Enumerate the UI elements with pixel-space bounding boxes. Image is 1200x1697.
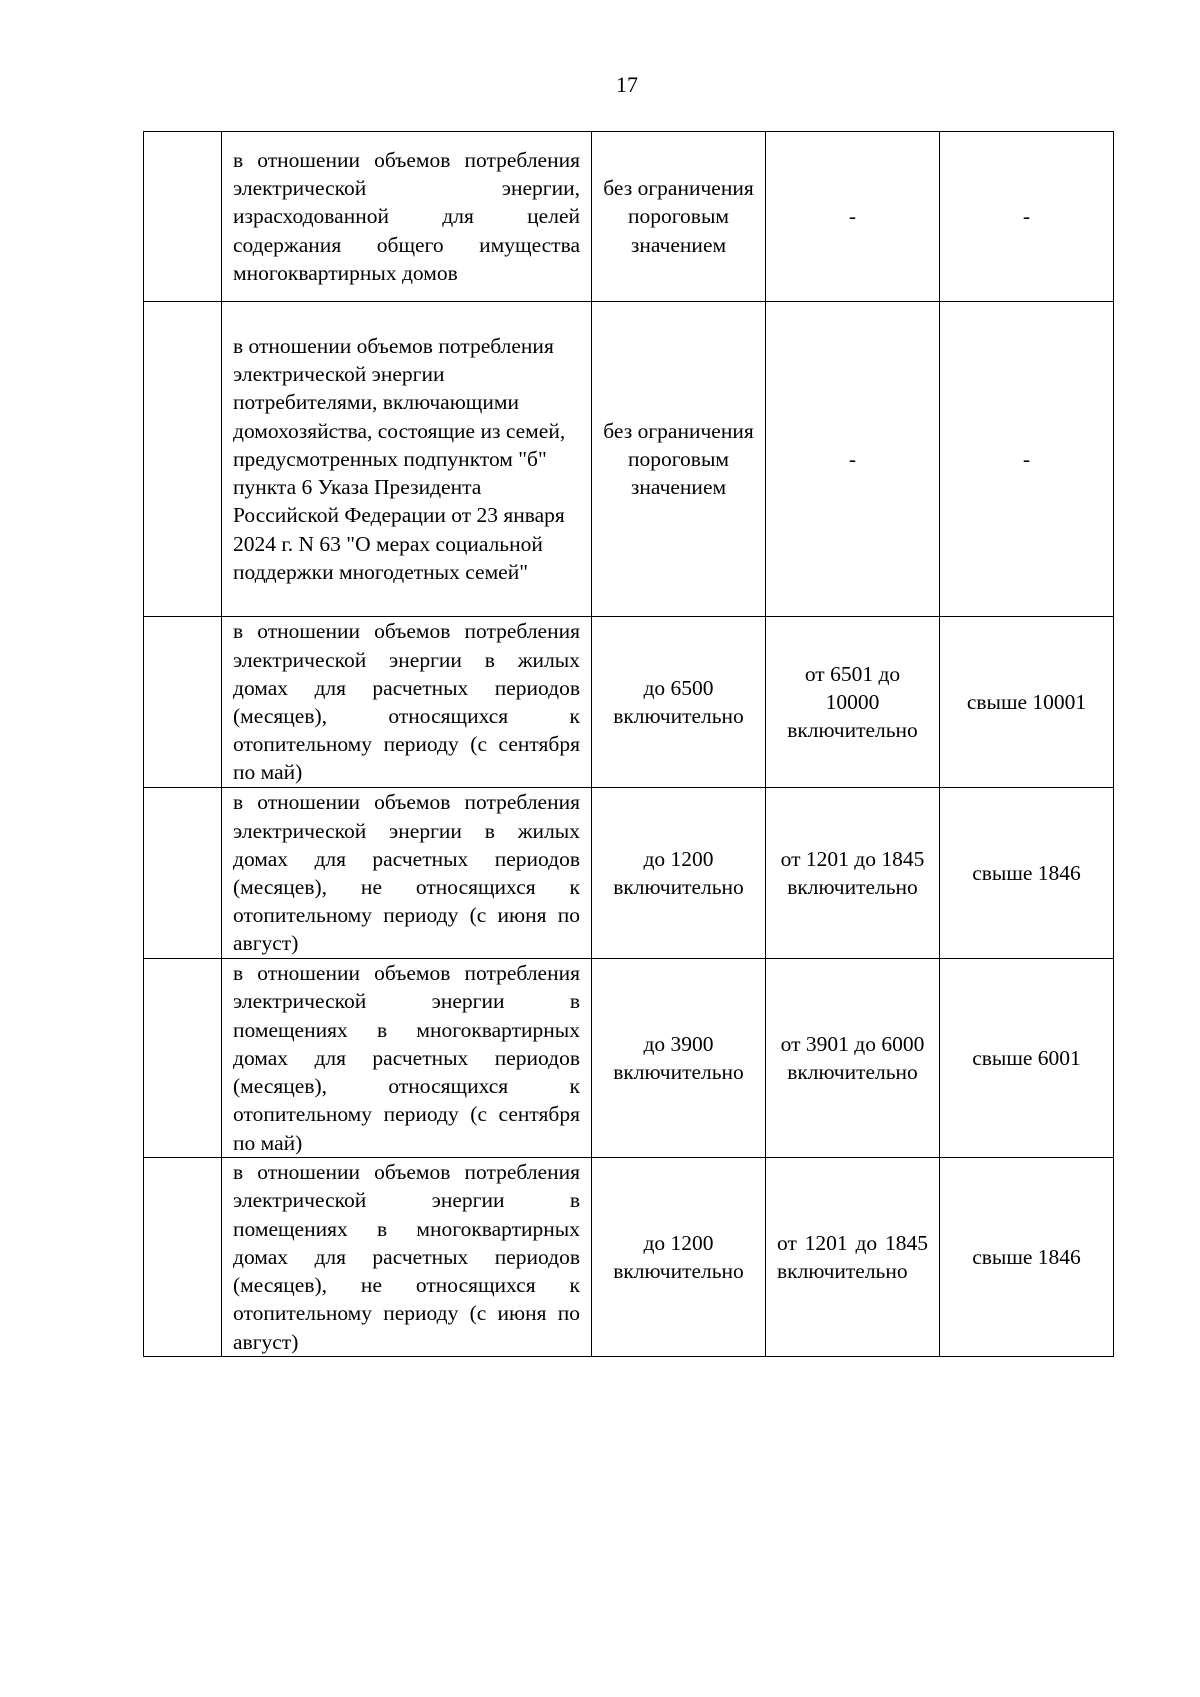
description-cell [222, 302, 592, 617]
description-text: в отношении объемов потребления электрической энергии в жилых домах для расчетных периодов (месяцев), относящихся к отопительному периоду (с сентября по май) [233, 619, 580, 785]
row-number-cell [144, 1158, 222, 1357]
range-2-text: от 1201 до 1845 включительно [777, 1230, 928, 1283]
range-1-cell [592, 617, 766, 788]
range-2-cell [766, 617, 940, 788]
description-cell [222, 1158, 592, 1357]
range-3-text: - [1022, 204, 1031, 229]
range-3-text: - [1022, 446, 1031, 471]
range-3-cell [940, 617, 1114, 788]
page-number: 17 [616, 72, 638, 97]
range-3-text: свыше 6001 [972, 1045, 1081, 1070]
row-number-cell [144, 788, 222, 959]
table-row [144, 959, 1114, 1158]
range-1-text: до 1200 включительно [613, 1230, 744, 1283]
range-3-text: свыше 1846 [972, 1244, 1081, 1269]
table-row [144, 132, 1114, 302]
range-2-text: от 6501 до 10000 включительно [787, 661, 918, 743]
range-3-cell [940, 132, 1114, 302]
range-3-cell [940, 1158, 1114, 1357]
description-text: в отношении объемов потребления электрической энергии в помещениях в многоквартирных домах для расчетных периодов (месяцев), относящихся к отопительному периоду (с сентября по май) [233, 961, 580, 1155]
tariff-threshold-table [143, 131, 1114, 1357]
range-3-text: свыше 1846 [972, 860, 1081, 885]
row-number-cell [144, 959, 222, 1158]
range-1-cell [592, 1158, 766, 1357]
range-2-cell [766, 959, 940, 1158]
range-1-cell [592, 959, 766, 1158]
range-1-cell [592, 132, 766, 302]
range-1-text: до 3900 включительно [613, 1031, 744, 1084]
range-3-cell [940, 302, 1114, 617]
description-cell [222, 617, 592, 788]
range-3-cell [940, 788, 1114, 959]
range-1-text: до 6500 включительно [613, 675, 744, 728]
range-1-text: без ограничения пороговым значением [603, 418, 754, 500]
description-text: в отношении объемов потребления электрической энергии, израсходованной для целей содержания общего имущества многоквартирных домов [233, 147, 580, 285]
range-1-text: до 1200 включительно [613, 846, 744, 899]
range-2-cell [766, 302, 940, 617]
description-text: в отношении объемов потребления электрической энергии в жилых домах для расчетных периодов (месяцев), не относящихся к отопительному периоду (с июня по август) [233, 790, 580, 956]
description-text: в отношении объемов потребления электрической энергии в помещениях в многоквартирных домах для расчетных периодов (месяцев), не относящихся к отопительному периоду (с июня по август) [233, 1160, 580, 1354]
range-3-text: свыше 10001 [966, 689, 1087, 714]
description-cell [222, 788, 592, 959]
description-text: в отношении объемов потребления электрической энергии потребителями, включающими домохозяйства, состоящие из семей, предусмотренных подпунктом "б" пункта 6 Указа Президента Российской Федерации от 23 января 2024 г. N 63 "О мерах социальной поддержки многодетных семей" [233, 334, 566, 584]
range-2-text: от 1201 до 1845 включительно [780, 846, 925, 899]
range-2-text: от 3901 до 6000 включительно [780, 1031, 925, 1084]
row-number-cell [144, 302, 222, 617]
description-cell [222, 132, 592, 302]
table-row [144, 302, 1114, 617]
range-3-cell [940, 959, 1114, 1158]
row-number-cell [144, 617, 222, 788]
range-2-text: - [848, 204, 857, 229]
row-number-cell [144, 132, 222, 302]
range-1-text: без ограничения пороговым значением [603, 176, 754, 257]
table-row [144, 1158, 1114, 1357]
range-1-cell [592, 302, 766, 617]
table-row [144, 788, 1114, 959]
range-2-cell [766, 788, 940, 959]
description-cell [222, 959, 592, 1158]
range-2-cell [766, 132, 940, 302]
table-row [144, 617, 1114, 788]
range-1-cell [592, 788, 766, 959]
range-2-cell [766, 1158, 940, 1357]
range-2-text: - [848, 446, 857, 471]
